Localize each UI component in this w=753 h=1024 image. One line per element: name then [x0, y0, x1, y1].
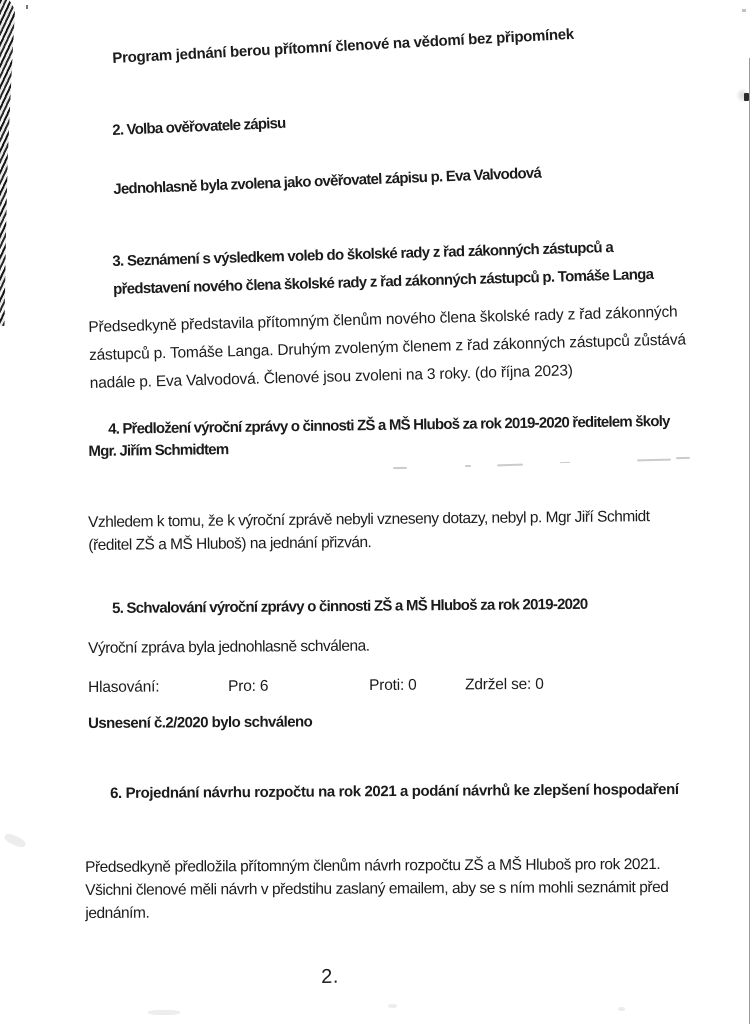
- section-heading-6: 6. Projednání návrhu rozpočtu na rok 2021 a podání návrhů ke zlepšení hospodaření: [110, 781, 679, 802]
- faint-blot: [3, 832, 27, 849]
- paragraph-section-5: Výroční zpráva byla jednohlasně schválena.: [88, 637, 370, 657]
- faint-smudge: [560, 462, 570, 463]
- text-line: Předsedkyně představila přítomným členům nového člena školské rady z řad zákonných: [88, 303, 678, 336]
- page-number: 2.: [321, 965, 340, 988]
- faint-smudge: [465, 465, 471, 467]
- voting-label: Hlasování:: [88, 678, 160, 696]
- faint-smudge: [676, 457, 690, 459]
- scan-edge-line: [749, 58, 750, 1024]
- section-heading-5: 5. Schvalování výroční zprávy o činnosti ZŠ a MŠ Hluboš za rok 2019-2020: [112, 595, 588, 617]
- resolution-approved-line: Usnesení č.2/2020 bylo schváleno: [88, 713, 313, 732]
- text-line: 4. Předložení výroční zprávy o činnosti ZŠ a MŠ Hluboš za rok 2019-2020 ředitelem školy: [108, 412, 670, 438]
- text-line: Vzhledem k tomu, že k výroční zprávě nebyli vzneseny dotazy, nebyl p. Mgr Jiří Schmidt: [88, 508, 650, 531]
- votes-for: Pro: 6: [228, 677, 269, 696]
- text-line: Předsedkyně předložila přítomným členům návrh rozpočtu ZŠ a MŠ Hluboš pro rok 2021.: [85, 855, 661, 876]
- voting-results-row: [88, 674, 558, 699]
- section-heading-4: [88, 411, 670, 463]
- text-line: 3. Seznámení s výsledkem voleb do školské rady z řad zákonných zástupců a: [112, 239, 614, 270]
- section-heading-3: [112, 233, 654, 304]
- scan-speck: [742, 9, 746, 12]
- faint-smudge: [393, 467, 407, 469]
- paragraph-section-3: [88, 298, 687, 398]
- text-line: zástupců p. Tomáše Langa. Druhým zvoleným členem z řad zákonných zástupců zůstává: [88, 331, 687, 364]
- text-line: (ředitel ZŠ a MŠ Hluboš) na jednání přizván.: [88, 534, 372, 554]
- paragraph-section-6: [85, 853, 669, 925]
- resolution-verifier-line: Jednohlasně byla zvolena jako ověřovatel zápisu p. Eva Valvodová: [113, 164, 542, 198]
- text-line: Mgr. Jiřím Schmidtem: [88, 441, 229, 460]
- faint-smudge: [497, 464, 523, 467]
- text-line: nadále p. Eva Valvodová. Členové jsou zvoleni na 3 roky. (do října 2023): [89, 362, 573, 392]
- edge-mark: [744, 93, 749, 101]
- program-acknowledgement-line: Program jednání berou přítomní členové na vědomí bez připomínek: [112, 25, 575, 67]
- binding-edge-artifact: [0, 0, 15, 326]
- votes-abstained: Zdržel se: 0: [465, 675, 544, 694]
- scan-speck: [26, 5, 28, 9]
- faint-blot: [148, 1010, 180, 1015]
- text-line: Všichni členové měli návrh v předstihu zaslaný emailem, aby se s ním mohli seznámit před: [85, 878, 669, 899]
- faint-blot: [388, 1004, 397, 1008]
- votes-against: Proti: 0: [369, 676, 417, 695]
- section-heading-2: 2. Volba ověřovatele zápisu: [112, 114, 286, 139]
- text-line: jednáním.: [85, 904, 150, 922]
- text-line: představení nového člena školské rady z řad zákonných zástupců p. Tomáše Langa: [112, 265, 654, 298]
- paragraph-section-4: [88, 505, 650, 557]
- faint-smudge: [637, 459, 671, 462]
- faint-blot: [618, 1007, 625, 1011]
